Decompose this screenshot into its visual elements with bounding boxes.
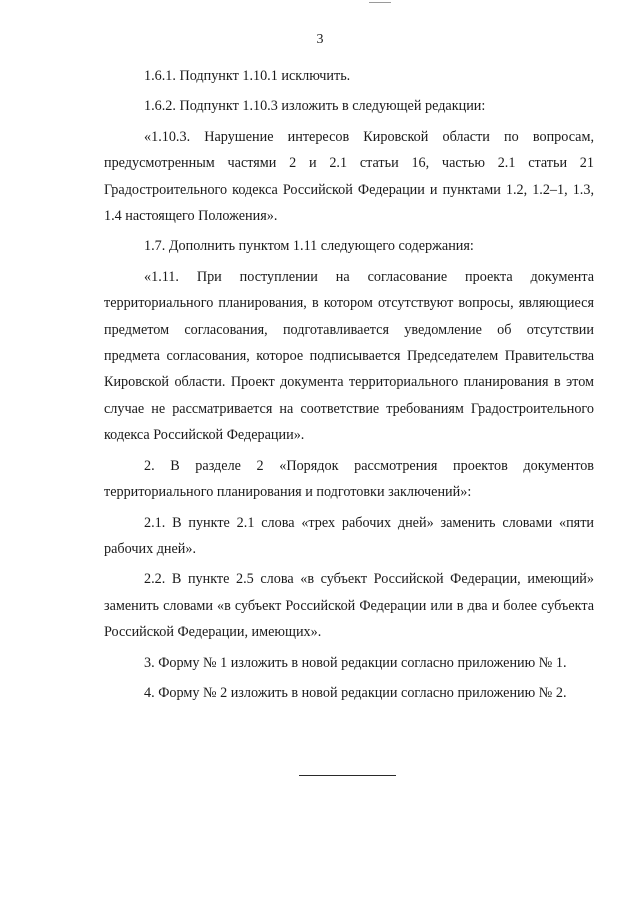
- document-body: [104, 63, 594, 710]
- paragraph-1-6-2: 1.6.2. Подпункт 1.10.3 изложить в следующей редакции:: [144, 98, 486, 115]
- paragraph-4: 4. Форму № 2 изложить в новой редакции согласно приложению № 2.: [144, 684, 567, 701]
- paragraph-2-2: 2.2. В пункте 2.5 слова «в субъект Российской Федерации, имеющий» заменить словами «в субъект Российской Федерации или в два и более субъекта Российской Федерации, имеющих».: [104, 571, 594, 641]
- paragraph-1-6-1: 1.6.1. Подпункт 1.10.1 исключить.: [144, 68, 351, 84]
- paragraph-1-7: 1.7. Дополнить пунктом 1.11 следующего содержания:: [144, 238, 474, 255]
- top-scan-mark: [369, 2, 391, 3]
- end-of-text-rule: [299, 775, 396, 776]
- paragraph-2: 2. В разделе 2 «Порядок рассмотрения проектов документов территориального планирования и подготовки заключений»:: [104, 457, 594, 501]
- paragraph-3: 3. Форму № 1 изложить в новой редакции согласно приложению № 1.: [144, 654, 567, 671]
- paragraph-1-10-3-quote: «1.10.3. Нарушение интересов Кировской области по вопросам, предусмотренным частями 2 и 2.1 статьи 16, частью 2.1 статьи 21 Градостроительного кодекса Российской Федерации и пунктами 1.2, 1.2–1, 1.3, 1.4 настоящего Положения».: [104, 128, 594, 225]
- page-number: 3: [316, 32, 324, 47]
- paragraph-2-1: 2.1. В пункте 2.1 слова «трех рабочих дней» заменить словами «пяти рабочих дней».: [104, 514, 594, 557]
- paragraph-1-11-quote: «1.11. При поступлении на согласование проекта документа территориального планирования, в котором отсутствуют вопросы, являющиеся предметом согласования, подготавливается уведомление об отсутствии предмета согласования, которое подписывается Председателем Правительства Кировской области. Проект документа территориального планирования в этом случае не рассматривается на соответствие требованиям Градостроительного кодекса Российской Федерации».: [104, 268, 594, 444]
